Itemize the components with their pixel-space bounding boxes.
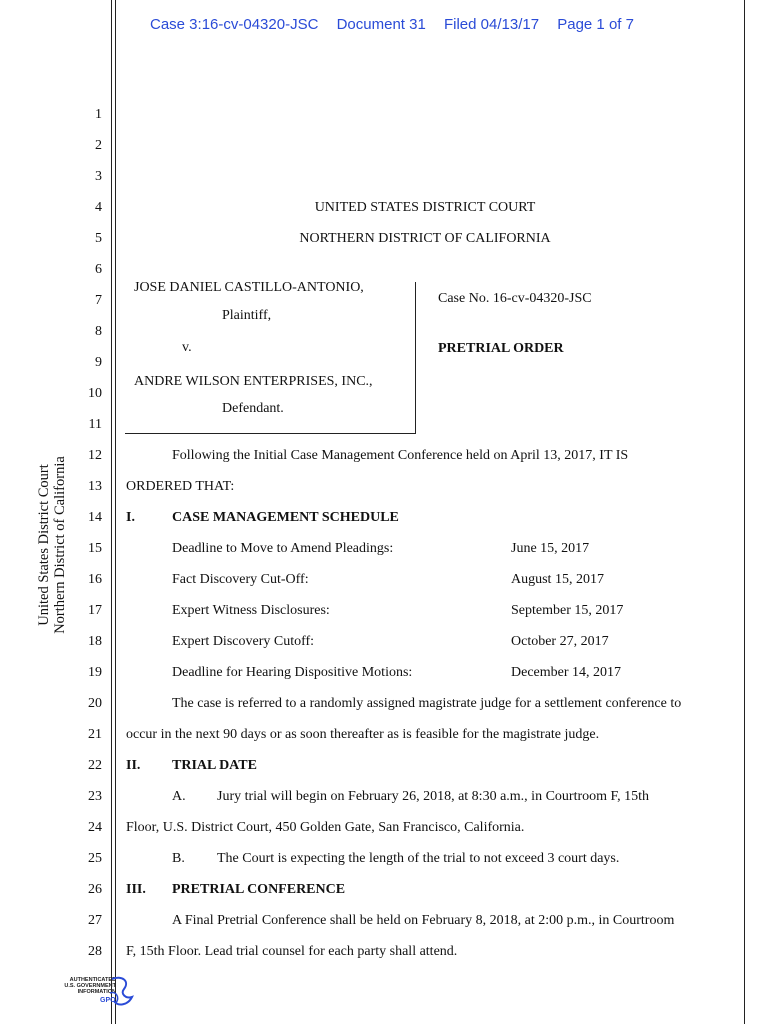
header-case-number: Case 3:16-cv-04320-JSC <box>150 16 319 33</box>
line-number: 25 <box>88 851 102 866</box>
case-number: Case No. 16-cv-04320-JSC <box>438 291 592 306</box>
section-2-a-label: A. <box>172 789 186 804</box>
line-number: 26 <box>88 882 102 897</box>
logo-gpo-label: GPO <box>100 997 116 1004</box>
sidebar-line-1: United States District Court <box>36 464 52 626</box>
line-number: 28 <box>88 944 102 959</box>
eagle-icon <box>106 975 136 1011</box>
section-3-line-2: F, 15th Floor. Lead trial counsel for each party shall attend. <box>126 944 458 959</box>
schedule-date: October 27, 2017 <box>511 634 609 649</box>
settlement-paragraph-line-2: occur in the next 90 days or as soon thereafter as is feasible for the magistrate judge. <box>126 727 600 742</box>
line-number: 5 <box>95 231 102 246</box>
line-number: 27 <box>88 913 102 928</box>
section-2-title: TRIAL DATE <box>172 758 257 773</box>
settlement-paragraph-line-1: The case is referred to a randomly assigned magistrate judge for a settlement conference to <box>172 696 682 711</box>
right-margin-rule <box>744 0 745 1024</box>
schedule-label: Deadline to Move to Amend Pleadings: <box>172 541 394 556</box>
schedule-date: September 15, 2017 <box>511 603 624 618</box>
order-title: PRETRIAL ORDER <box>438 341 564 356</box>
left-margin-rule-outer <box>111 0 112 1024</box>
section-1-title: CASE MANAGEMENT SCHEDULE <box>172 510 399 525</box>
line-number: 20 <box>88 696 102 711</box>
line-number: 17 <box>88 603 102 618</box>
schedule-label: Deadline for Hearing Dispositive Motions: <box>172 665 413 680</box>
ecf-header <box>150 16 648 33</box>
line-number: 3 <box>95 169 102 184</box>
section-3-title: PRETRIAL CONFERENCE <box>172 882 346 897</box>
line-number: 12 <box>88 448 102 463</box>
court-name: UNITED STATES DISTRICT COURT <box>314 200 536 215</box>
section-2-b-line-1: The Court is expecting the length of the trial to not exceed 3 court days. <box>217 851 620 866</box>
sidebar-line-2: Northern District of California <box>52 456 68 634</box>
schedule-label: Fact Discovery Cut-Off: <box>172 572 309 587</box>
court-district: NORTHERN DISTRICT OF CALIFORNIA <box>299 231 551 246</box>
line-number: 22 <box>88 758 102 773</box>
schedule-label: Expert Witness Disclosures: <box>172 603 330 618</box>
line-number: 15 <box>88 541 102 556</box>
line-number: 9 <box>95 355 102 370</box>
versus: v. <box>182 340 192 355</box>
header-page-number: Page 1 of 7 <box>557 16 634 33</box>
line-number: 13 <box>88 479 102 494</box>
line-number: 11 <box>88 417 102 432</box>
section-1-number: I. <box>126 510 135 525</box>
line-number: 23 <box>88 789 102 804</box>
line-number: 2 <box>95 138 102 153</box>
section-2-number: II. <box>126 758 141 773</box>
schedule-date: August 15, 2017 <box>511 572 604 587</box>
defendant-role: Defendant. <box>222 401 284 416</box>
line-number: 21 <box>88 727 102 742</box>
caption-divider-horizontal <box>125 433 416 434</box>
line-number: 6 <box>95 262 102 277</box>
caption-divider-vertical <box>415 282 416 434</box>
line-number: 19 <box>88 665 102 680</box>
header-filed-date: Filed 04/13/17 <box>443 16 540 33</box>
section-3-line-1: A Final Pretrial Conference shall be held on February 8, 2018, at 2:00 p.m., in Courtroom <box>172 913 675 928</box>
section-2-a-line-2: Floor, U.S. District Court, 450 Golden Gate, San Francisco, California. <box>126 820 525 835</box>
line-number: 18 <box>88 634 102 649</box>
plaintiff-role: Plaintiff, <box>222 308 272 323</box>
section-3-number: III. <box>126 882 146 897</box>
line-number: 14 <box>88 510 102 525</box>
section-2-a-line-1: Jury trial will begin on February 26, 2018, at 8:30 a.m., in Courtroom F, 15th <box>217 789 650 804</box>
logo-text: AUTHENTICATED U.S. GOVERNMENT INFORMATION <box>64 977 116 995</box>
line-number: 7 <box>95 293 102 308</box>
gpo-authentication-logo <box>44 975 134 1015</box>
line-number: 16 <box>88 572 102 587</box>
line-number: 1 <box>95 107 102 122</box>
header-document-number: Document 31 <box>336 16 426 33</box>
schedule-label: Expert Discovery Cutoff: <box>172 634 315 649</box>
intro-line-1: Following the Initial Case Management Conference held on April 13, 2017, IT IS <box>172 448 629 463</box>
line-number: 8 <box>95 324 102 339</box>
intro-line-2: ORDERED THAT: <box>126 479 235 494</box>
section-2-b-label: B. <box>172 851 185 866</box>
plaintiff-name: JOSE DANIEL CASTILLO-ANTONIO, <box>134 280 364 295</box>
schedule-date: June 15, 2017 <box>511 541 590 556</box>
line-number: 4 <box>95 200 102 215</box>
schedule-date: December 14, 2017 <box>511 665 622 680</box>
court-sidebar-label <box>36 450 68 640</box>
line-number: 24 <box>88 820 102 835</box>
left-margin-rule-inner <box>115 0 116 1024</box>
line-number: 10 <box>88 386 102 401</box>
defendant-name: ANDRE WILSON ENTERPRISES, INC., <box>134 374 373 389</box>
